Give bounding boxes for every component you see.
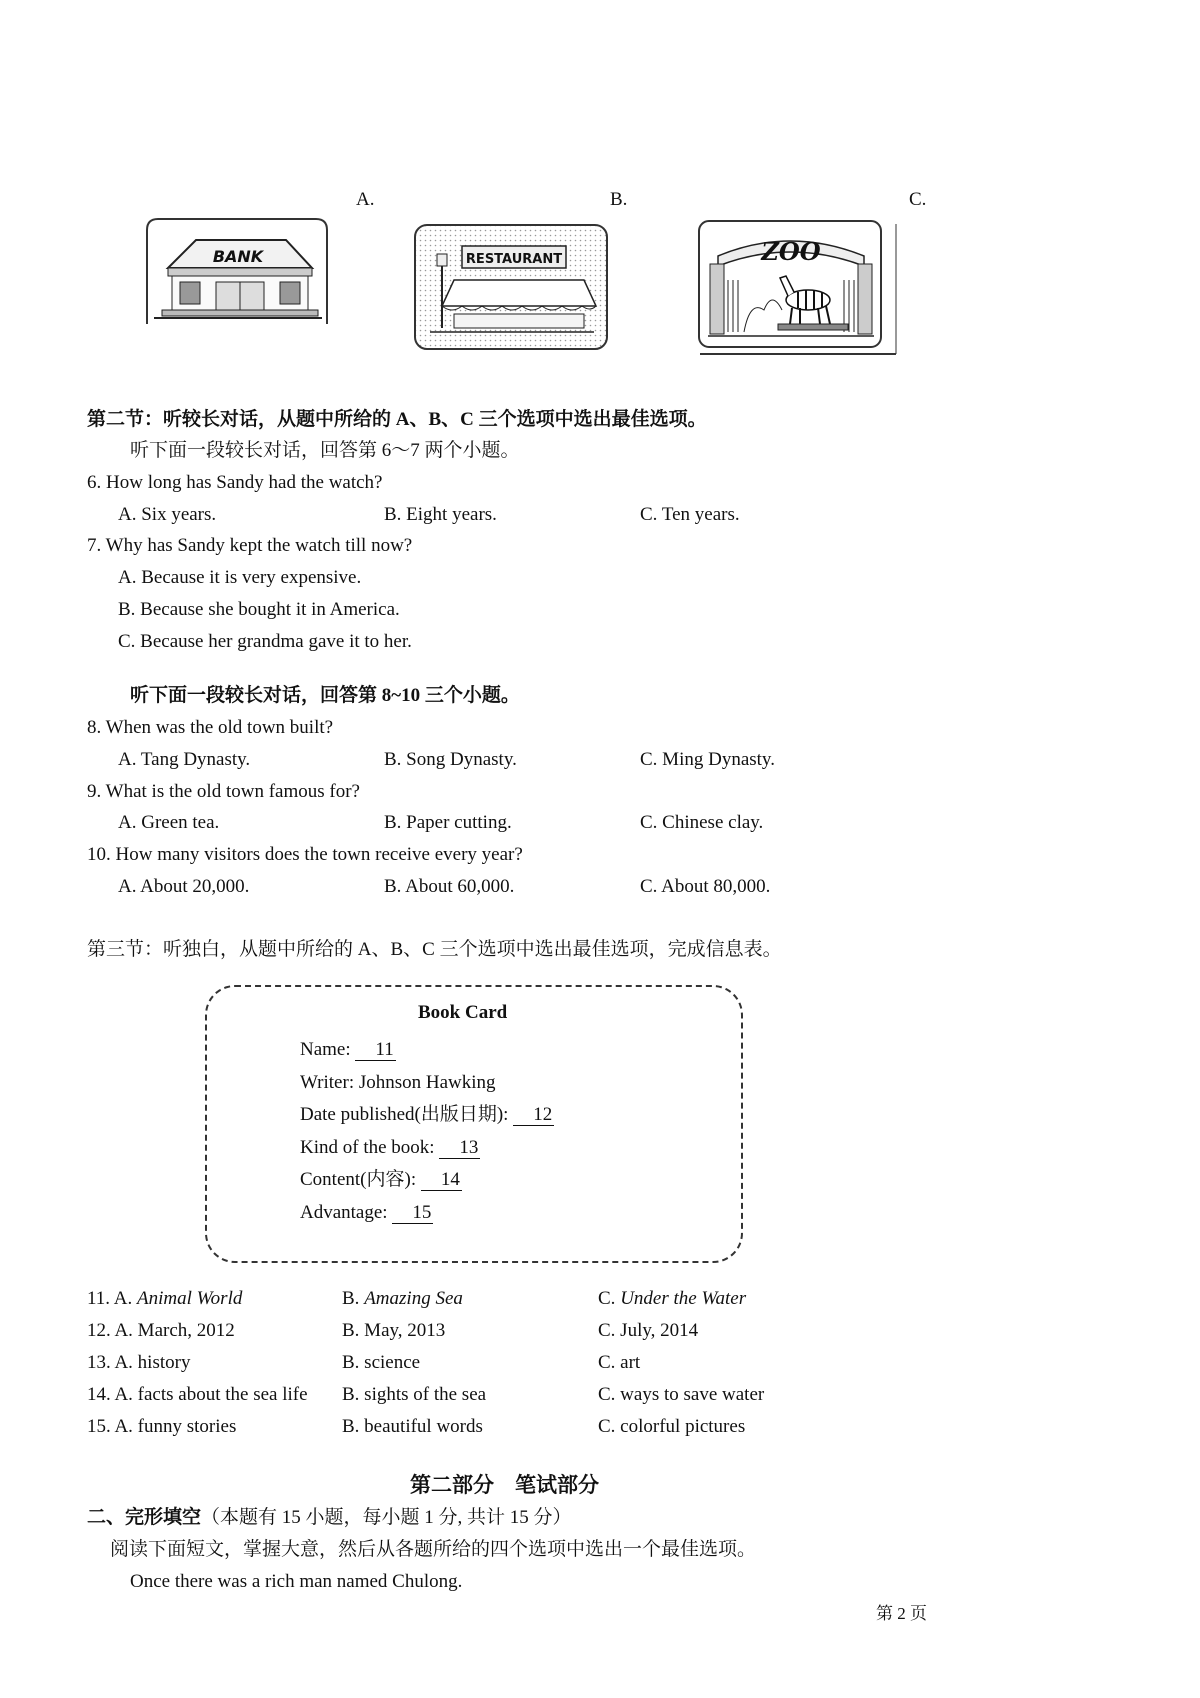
book-card-content-row [300,1170,462,1191]
cloze-instruction: 阅读下面短文，掌握大意，然后从各题所给的四个选项中选出一个最佳选项。 [110,1539,757,1560]
question-12-option-b: B. May, 2013 [342,1320,446,1341]
question-8-option-c: C. Ming Dynasty. [640,749,775,770]
book-card-name-label: Name: [300,1039,351,1060]
blank-15: 15 [392,1203,433,1224]
page-number: 第 2 页 [876,1604,927,1623]
question-15-option-b: B. beautiful words [342,1416,483,1437]
blank-14: 14 [421,1170,462,1191]
blank-11: 11 [355,1040,395,1061]
question-10-option-c: C. About 80,000. [640,876,771,897]
question-11-option-c-prefix: C. [598,1288,616,1309]
question-13-option-a: 13. A. history [87,1352,191,1373]
question-11-option-a-text: Animal World [136,1288,243,1309]
question-10-stem: 10. How many visitors does the town receive every year? [87,844,523,865]
restaurant-sign-text: RESTAURANT [465,252,563,267]
question-9-option-c: C. Chinese clay. [640,812,764,833]
question-9-option-a: A. Green tea. [118,812,220,833]
question-6-option-a: A. Six years. [118,504,217,525]
question-8-option-b: B. Song Dynasty. [384,749,517,770]
question-14-option-a: 14. A. facts about the sea life [87,1384,308,1405]
book-card-title: Book Card [418,1002,508,1023]
blank-13: 13 [439,1138,480,1159]
question-10-option-b: B. About 60,000. [384,876,515,897]
dialogue1-instruction: 听下面一段较长对话，回答第 6～7 两个小题。 [130,440,520,461]
cloze-header-note: （本题有 15 小题，每小题 1 分, 共计 15 分） [201,1507,572,1528]
book-card-writer-label: Writer: Johnson Hawking [300,1072,496,1093]
bank-sign-text: BANK [212,247,264,266]
question-11-option-b-prefix: B. [342,1288,360,1309]
question-6-option-c: C. Ten years. [640,504,740,525]
option-label-c: C. [909,189,927,210]
question-7-stem: 7. Why has Sandy kept the watch till now? [87,535,413,556]
book-card-writer-row [300,1073,496,1092]
question-9-stem: 9. What is the old town famous for? [87,781,360,802]
question-15-option-c: C. colorful pictures [598,1416,746,1437]
book-card-advantage-label: Advantage: [300,1202,388,1223]
question-15-option-a: 15. A. funny stories [87,1416,237,1437]
zoo-sign-text: ZOO [761,237,821,266]
part2-title: 第二部分 笔试部分 [410,1473,599,1497]
cloze-header [87,1508,572,1527]
question-9-option-b: B. Paper cutting. [384,812,512,833]
question-14-option-c: C. ways to save water [598,1384,765,1405]
book-card-content-label: Content(内容): [300,1169,417,1190]
question-11-option-c-text: Under the Water [620,1288,747,1309]
restaurant-picture [414,224,608,350]
question-14-option-b: B. sights of the sea [342,1384,487,1405]
question-11-option-b [342,1289,463,1308]
section2-header: 第二节：听较长对话，从题中所给的 A、B、C 三个选项中选出最佳选项。 [87,409,707,430]
question-11-number: 11. A. [87,1288,133,1309]
dialogue2-instruction: 听下面一段较长对话，回答第 8~10 三个小题。 [130,685,520,706]
zoo-picture [698,220,898,355]
question-8-stem: 8. When was the old town built? [87,717,334,738]
book-card-name-row [300,1040,396,1061]
bank-picture [146,218,328,324]
question-6-stem: 6. How long has Sandy had the watch? [87,472,383,493]
passage-first-line: Once there was a rich man named Chulong. [130,1571,463,1592]
cloze-header-title: 二、完形填空 [87,1507,202,1528]
question-8-option-a: A. Tang Dynasty. [118,749,251,770]
question-12-option-a: 12. A. March, 2012 [87,1320,235,1341]
blank-12: 12 [513,1105,554,1126]
book-card-date-row [300,1105,554,1126]
question-7-option-a: A. Because it is very expensive. [118,567,362,588]
book-card-advantage-row [300,1203,433,1224]
question-13-option-c: C. art [598,1352,641,1373]
option-label-a: A. [356,189,375,210]
book-card-kind-label: Kind of the book: [300,1137,435,1158]
question-11-option-b-text: Amazing Sea [364,1288,463,1309]
question-13-option-b: B. science [342,1352,421,1373]
question-11-option-a [87,1289,242,1308]
question-7-option-b: B. Because she bought it in America. [118,599,400,620]
option-label-b: B. [610,189,628,210]
question-7-option-c: C. Because her grandma gave it to her. [118,631,412,652]
book-card-date-label: Date published(出版日期): [300,1104,509,1125]
question-11-option-c [598,1289,746,1308]
book-card-kind-row [300,1138,480,1159]
question-10-option-a: A. About 20,000. [118,876,250,897]
question-12-option-c: C. July, 2014 [598,1320,699,1341]
question-6-option-b: B. Eight years. [384,504,497,525]
section3-header: 第三节：听独白，从题中所给的 A、B、C 三个选项中选出最佳选项，完成信息表。 [87,939,782,960]
